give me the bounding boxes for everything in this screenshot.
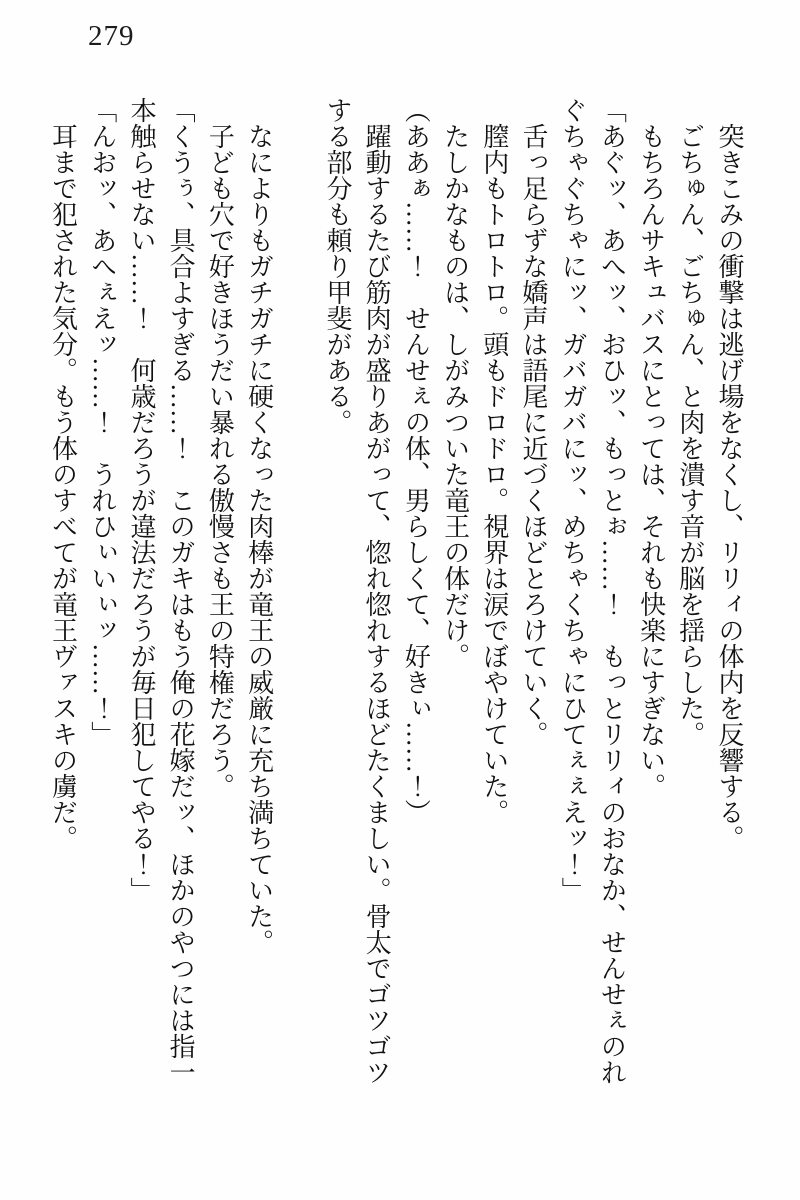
text-line: 「あぐッ、あへッ、おひッ、もっとぉ……！ もっとリリィのおなか、せんせぇのれ [597, 97, 627, 1085]
text-line: する部分も頼り甲斐がある。 [322, 97, 352, 435]
text-line: もちろんサキュバスにとっては、それも快楽にすぎない。 [636, 97, 666, 799]
text-line: ごちゅん、ごちゅん、と肉を潰す音が脳を揺らした。 [675, 97, 705, 747]
text-line: なによりもガチガチに硬くなった肉棒が竜王の威厳に充ち満ちていた。 [244, 97, 274, 955]
text-line: たしかなものは、しがみついた竜王の体だけ。 [440, 97, 470, 669]
text-line: 「んおッ、あへぇえッ……！ うれひぃいぃッ……！」 [87, 97, 117, 747]
text-line: ぐちゃぐちゃにッ、ガバガバにッ、めちゃくちゃにひてぇぇえッ！」 [558, 97, 588, 903]
text-line: 膣内もトロトロ。頭もドロドロ。視界は涙でぼやけていた。 [479, 97, 509, 825]
text-line: 突きこみの衝撃は逃げ場をなくし、リリィの体内を反響する。 [715, 97, 744, 851]
text-line: 「くうぅ、具合よすぎる……！ このガキはもう俺の花嫁だッ、ほかのやつには指一 [166, 97, 196, 1085]
text-line: （ああぁ……！ せんせぇの体、男らしくて、好きぃ……！） [401, 97, 431, 825]
page-number: 279 [88, 20, 135, 52]
text-line: 子ども穴で好きほうだい暴れる傲慢さも王の特権だろう。 [205, 97, 235, 799]
body-text [43, 97, 749, 1089]
text-line: 本触らせない……！ 何歳だろうが違法だろうが毎日犯してやる！」 [126, 97, 156, 903]
text-line-blank [279, 97, 318, 1089]
text-line: 躍動するたび筋肉が盛りあがって、惚れ惚れするほどたくましい。骨太でゴツゴツ [362, 97, 392, 1085]
text-line: 舌っ足らずな嬌声は語尾に近づくほどとろけていく。 [518, 97, 548, 747]
text-line: 耳まで犯された気分。もう体のすべてが竜王ヴァスキの虜だ。 [48, 97, 78, 851]
